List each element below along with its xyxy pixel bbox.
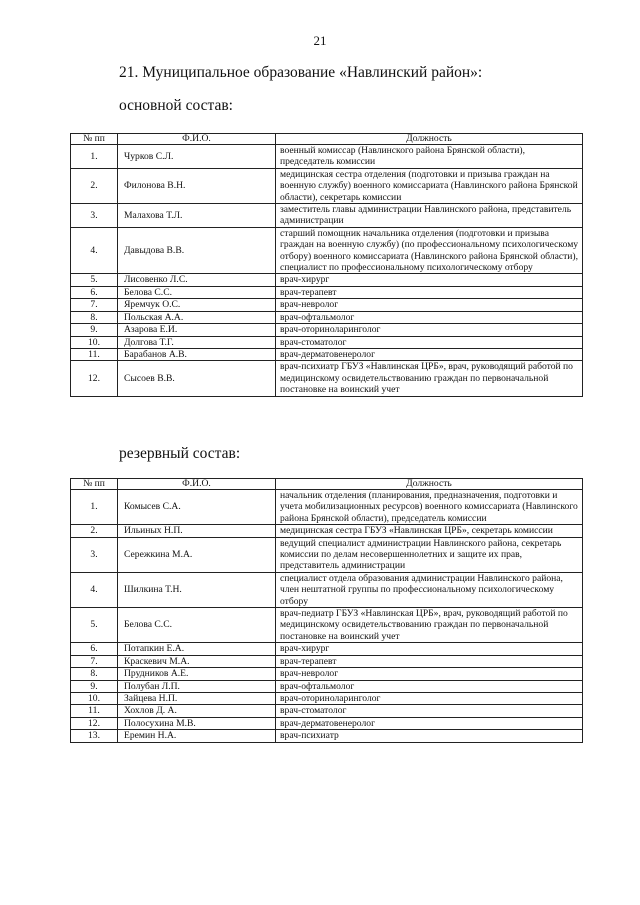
member-position: врач-офтальмолог (276, 680, 583, 692)
table-row (71, 286, 583, 298)
member-position: врач-невролог (276, 668, 583, 680)
member-position: врач-терапевт (276, 286, 583, 298)
member-name: Сысоев В.В. (118, 361, 276, 396)
page-number: 21 (313, 33, 327, 48)
table-row (71, 572, 583, 607)
member-name: Белова С.С. (118, 608, 276, 643)
row-number: 7. (71, 299, 118, 311)
main-composition-table (70, 133, 583, 397)
table-row (71, 692, 583, 704)
table-row (71, 730, 583, 742)
row-number: 8. (71, 668, 118, 680)
member-position: врач-хирург (276, 274, 583, 286)
main-composition-label: основной состав: (119, 97, 233, 114)
member-name: Комысев С.А. (118, 490, 276, 525)
table-row (71, 705, 583, 717)
table-row (71, 204, 583, 228)
column-header-position: Должность (276, 479, 583, 490)
member-name: Барабанов А.В. (118, 348, 276, 360)
section-heading: 21. Муниципальное образование «Навлинский район»: (119, 64, 483, 81)
table-row (71, 537, 583, 572)
member-name: Полосухина М.В. (118, 717, 276, 729)
member-name: Долгова Т.Г. (118, 336, 276, 348)
row-number: 13. (71, 730, 118, 742)
member-name: Малахова Т.Л. (118, 204, 276, 228)
reserve-table-body (71, 490, 583, 743)
row-number: 12. (71, 717, 118, 729)
row-number: 11. (71, 705, 118, 717)
row-number: 2. (71, 168, 118, 203)
member-name: Лисовенко Л.С. (118, 274, 276, 286)
member-position: врач-офтальмолог (276, 311, 583, 323)
table-row (71, 655, 583, 667)
member-name: Хохлов Д. А. (118, 705, 276, 717)
member-name: Прудников А.Е. (118, 668, 276, 680)
member-position: военный комиссар (Навлинского района Брянской области), председатель комиссии (276, 145, 583, 169)
row-number: 3. (71, 537, 118, 572)
table-row (71, 299, 583, 311)
row-number: 11. (71, 348, 118, 360)
member-position: ведущий специалист администрации Навлинского района, секретарь комиссии по делам несовершеннолетних и защите их прав, представитель администрации (276, 537, 583, 572)
member-position: врач-терапевт (276, 655, 583, 667)
row-number: 10. (71, 692, 118, 704)
table-row (71, 324, 583, 336)
table-row (71, 668, 583, 680)
reserve-composition-label: резервный состав: (119, 445, 241, 462)
table-row (71, 490, 583, 525)
row-number: 7. (71, 655, 118, 667)
row-number: 6. (71, 643, 118, 655)
column-header-number: № пп (71, 134, 118, 145)
member-name: Азарова Е.И. (118, 324, 276, 336)
table-row (71, 274, 583, 286)
member-name: Филонова В.Н. (118, 168, 276, 203)
row-number: 8. (71, 311, 118, 323)
member-position: врач-психиатр (276, 730, 583, 742)
table-row (71, 336, 583, 348)
table-row (71, 145, 583, 169)
row-number: 5. (71, 608, 118, 643)
member-position: врач-психиатр ГБУЗ «Навлинская ЦРБ», врач, руководящий работой по медицинскому освидетельствованию граждан по первоначальной постановке на воинский учет (276, 361, 583, 396)
member-name: Давыдова В.В. (118, 227, 276, 274)
member-position: медицинская сестра ГБУЗ «Навлинская ЦРБ», секретарь комиссии (276, 525, 583, 537)
member-name: Краскевич М.А. (118, 655, 276, 667)
member-position: врач-стоматолог (276, 705, 583, 717)
table-row (71, 643, 583, 655)
row-number: 6. (71, 286, 118, 298)
table-row (71, 348, 583, 360)
member-position: начальник отделения (планирования, предназначения, подготовки и учета мобилизационных ресурсов) военного комиссариата (Навлинского района Брянской области), председатель комиссии (276, 490, 583, 525)
column-header-name: Ф.И.О. (118, 134, 276, 145)
member-name: Польская А.А. (118, 311, 276, 323)
table-row (71, 525, 583, 537)
column-header-number: № пп (71, 479, 118, 490)
member-name: Потапкин Е.А. (118, 643, 276, 655)
member-position: специалист отдела образования администрации Навлинского района, член нештатной группы по профессиональному психологическому отбору (276, 572, 583, 607)
table-row (71, 361, 583, 396)
member-name: Яремчук О.С. (118, 299, 276, 311)
member-name: Сережкина М.А. (118, 537, 276, 572)
member-position: врач-педиатр ГБУЗ «Навлинская ЦРБ», врач, руководящий работой по медицинскому освидетельствованию граждан по первоначальной постановке на воинский учет (276, 608, 583, 643)
row-number: 9. (71, 680, 118, 692)
member-name: Зайцева Н.П. (118, 692, 276, 704)
row-number: 10. (71, 336, 118, 348)
member-position: врач-оториноларинголог (276, 692, 583, 704)
row-number: 1. (71, 490, 118, 525)
member-position: врач-хирург (276, 643, 583, 655)
table-row (71, 717, 583, 729)
row-number: 3. (71, 204, 118, 228)
row-number: 4. (71, 572, 118, 607)
member-position: врач-оториноларинголог (276, 324, 583, 336)
table-row (71, 311, 583, 323)
member-name: Ильиных Н.П. (118, 525, 276, 537)
row-number: 1. (71, 145, 118, 169)
table-row (71, 608, 583, 643)
row-number: 2. (71, 525, 118, 537)
row-number: 12. (71, 361, 118, 396)
column-header-position: Должность (276, 134, 583, 145)
member-name: Шилкина Т.Н. (118, 572, 276, 607)
table-row (71, 227, 583, 274)
table-row (71, 680, 583, 692)
member-name: Белова С.С. (118, 286, 276, 298)
table-row (71, 168, 583, 203)
row-number: 4. (71, 227, 118, 274)
column-header-name: Ф.И.О. (118, 479, 276, 490)
reserve-composition-table (70, 478, 583, 743)
member-position: врач-невролог (276, 299, 583, 311)
table-header-row (71, 134, 583, 145)
member-position: врач-дерматовенеролог (276, 717, 583, 729)
member-position: врач-стоматолог (276, 336, 583, 348)
member-position: врач-дерматовенеролог (276, 348, 583, 360)
member-name: Полубан Л.П. (118, 680, 276, 692)
member-position: заместитель главы администрации Навлинского района, представитель администрации (276, 204, 583, 228)
row-number: 9. (71, 324, 118, 336)
member-name: Чурков С.Л. (118, 145, 276, 169)
row-number: 5. (71, 274, 118, 286)
member-position: старший помощник начальника отделения (подготовки и призыва граждан на военную службу) (по профессиональному психологическому отбору) военного комиссариата (Навлинского района Брянской области), специалист по профессиональному психологическому отбору (276, 227, 583, 274)
member-name: Еремин Н.А. (118, 730, 276, 742)
table-header-row (71, 479, 583, 490)
main-table-body (71, 145, 583, 397)
member-position: медицинская сестра отделения (подготовки и призыва граждан на военную службу) военного комиссариата (Навлинского района Брянской области), секретарь комиссии (276, 168, 583, 203)
